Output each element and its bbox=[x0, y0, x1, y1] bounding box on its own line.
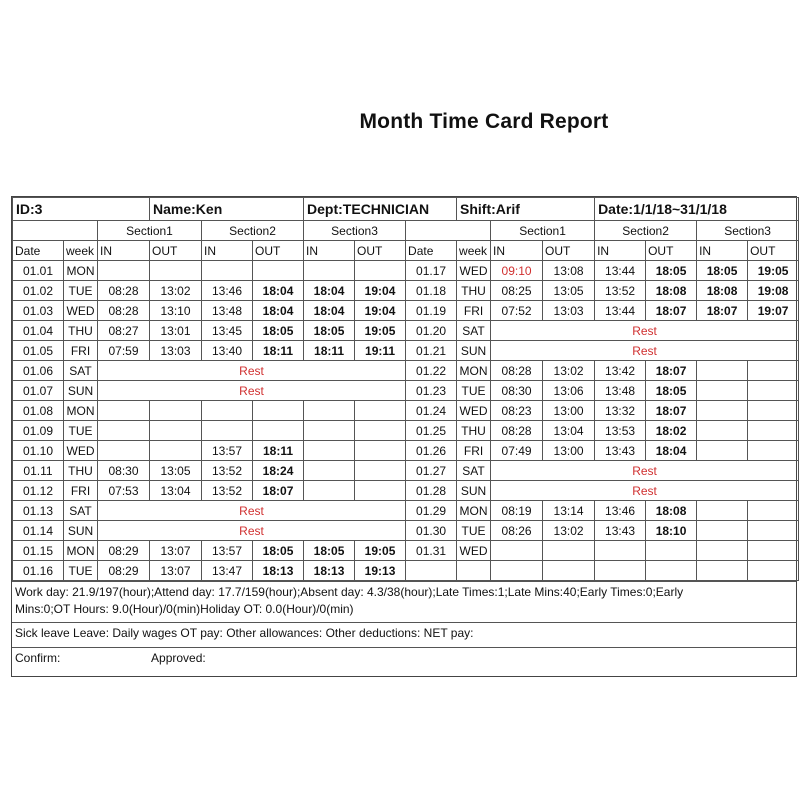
report-title: Month Time Card Report bbox=[359, 110, 609, 133]
day-week: SUN bbox=[457, 341, 491, 361]
time-out-cell bbox=[150, 401, 202, 421]
time-out-cell: 18:05 bbox=[646, 261, 697, 281]
time-in-cell bbox=[98, 261, 150, 281]
time-in-cell bbox=[304, 441, 355, 461]
time-out-cell bbox=[748, 541, 799, 561]
time-out-cell: 18:13 bbox=[253, 561, 304, 581]
day-week: SAT bbox=[64, 501, 98, 521]
time-in-cell: 13:40 bbox=[202, 341, 253, 361]
time-card-sheet bbox=[11, 196, 797, 677]
day-week: WED bbox=[457, 401, 491, 421]
time-in-cell bbox=[595, 541, 646, 561]
time-out-cell: 18:05 bbox=[253, 541, 304, 561]
time-out-cell: 13:04 bbox=[543, 421, 595, 441]
time-in-cell: 18:11 bbox=[304, 341, 355, 361]
rest-cell: Rest bbox=[491, 481, 799, 501]
time-in-cell: 13:48 bbox=[595, 381, 646, 401]
time-out-cell: 19:07 bbox=[748, 301, 799, 321]
day-row bbox=[13, 541, 799, 561]
employee-id: ID:3 bbox=[13, 198, 150, 221]
time-in-cell bbox=[491, 541, 543, 561]
time-out-cell: 19:08 bbox=[748, 281, 799, 301]
day-week: SAT bbox=[64, 361, 98, 381]
time-in-cell: 13:46 bbox=[202, 281, 253, 301]
time-in-cell: 13:45 bbox=[202, 321, 253, 341]
time-out-cell: 19:05 bbox=[355, 321, 406, 341]
day-date: 01.17 bbox=[406, 261, 457, 281]
employee-dept: Dept:TECHNICIAN bbox=[304, 198, 457, 221]
time-out-cell: 13:02 bbox=[543, 521, 595, 541]
summary-line-1: Work day: 21.9/197(hour);Attend day: 17.7/159(hour);Absent day: 4.3/38(hour);Late Times:1;Late Mins:40;Early Times:0;Early bbox=[15, 585, 684, 599]
day-week: FRI bbox=[64, 481, 98, 501]
time-out-cell: 19:04 bbox=[355, 281, 406, 301]
day-date: 01.03 bbox=[13, 301, 64, 321]
time-out-cell bbox=[150, 421, 202, 441]
section1-label: Section1 bbox=[98, 221, 202, 241]
time-out-cell: 18:07 bbox=[646, 401, 697, 421]
col-out: OUT bbox=[355, 241, 406, 261]
time-out-cell bbox=[748, 441, 799, 461]
day-date: 01.19 bbox=[406, 301, 457, 321]
time-in-cell: 13:57 bbox=[202, 441, 253, 461]
day-week: THU bbox=[457, 281, 491, 301]
time-out-cell: 19:13 bbox=[355, 561, 406, 581]
day-row bbox=[13, 441, 799, 461]
time-in-cell: 18:04 bbox=[304, 301, 355, 321]
time-out-cell bbox=[253, 261, 304, 281]
time-out-cell: 19:05 bbox=[748, 261, 799, 281]
time-out-cell: 18:07 bbox=[646, 361, 697, 381]
time-in-cell bbox=[491, 561, 543, 581]
day-week: MON bbox=[457, 501, 491, 521]
time-in-cell: 07:59 bbox=[98, 341, 150, 361]
day-date: 01.18 bbox=[406, 281, 457, 301]
time-in-cell bbox=[202, 401, 253, 421]
employee-name: Name:Ken bbox=[150, 198, 304, 221]
time-in-cell: 13:44 bbox=[595, 301, 646, 321]
time-in-cell: 08:28 bbox=[491, 421, 543, 441]
rest-cell: Rest bbox=[491, 321, 799, 341]
time-in-cell: 13:53 bbox=[595, 421, 646, 441]
col-in: IN bbox=[697, 241, 748, 261]
time-out-cell: 13:07 bbox=[150, 541, 202, 561]
time-in-cell bbox=[202, 261, 253, 281]
time-in-cell bbox=[697, 401, 748, 421]
time-in-cell: 13:52 bbox=[202, 481, 253, 501]
day-week: TUE bbox=[457, 521, 491, 541]
time-in-cell: 08:26 bbox=[491, 521, 543, 541]
section-header-row bbox=[13, 221, 799, 241]
time-out-cell bbox=[543, 561, 595, 581]
day-week: WED bbox=[457, 541, 491, 561]
day-week: SUN bbox=[457, 481, 491, 501]
time-out-cell: 13:02 bbox=[543, 361, 595, 381]
day-date: 01.06 bbox=[13, 361, 64, 381]
time-in-cell: 18:05 bbox=[304, 541, 355, 561]
time-in-cell: 08:29 bbox=[98, 561, 150, 581]
day-date: 01.23 bbox=[406, 381, 457, 401]
time-out-cell: 18:24 bbox=[253, 461, 304, 481]
day-week: MON bbox=[64, 261, 98, 281]
day-date: 01.25 bbox=[406, 421, 457, 441]
time-in-cell bbox=[202, 421, 253, 441]
day-date: 01.29 bbox=[406, 501, 457, 521]
rest-cell: Rest bbox=[491, 341, 799, 361]
time-out-cell: 18:08 bbox=[646, 501, 697, 521]
rest-cell: Rest bbox=[98, 501, 406, 521]
col-date: Date bbox=[13, 241, 64, 261]
time-in-cell bbox=[697, 441, 748, 461]
time-out-cell: 18:08 bbox=[646, 281, 697, 301]
header-row bbox=[13, 198, 799, 221]
time-in-cell: 13:57 bbox=[202, 541, 253, 561]
time-in-cell bbox=[98, 421, 150, 441]
time-card-table bbox=[12, 197, 799, 581]
time-in-cell bbox=[697, 361, 748, 381]
time-out-cell bbox=[355, 461, 406, 481]
time-out-cell: 13:06 bbox=[543, 381, 595, 401]
time-in-cell: 08:27 bbox=[98, 321, 150, 341]
day-week bbox=[457, 561, 491, 581]
day-date: 01.08 bbox=[13, 401, 64, 421]
time-out-cell: 13:00 bbox=[543, 441, 595, 461]
time-out-cell bbox=[748, 501, 799, 521]
time-out-cell: 18:11 bbox=[253, 441, 304, 461]
day-date: 01.09 bbox=[13, 421, 64, 441]
time-in-cell: 08:23 bbox=[491, 401, 543, 421]
time-in-cell: 13:52 bbox=[202, 461, 253, 481]
time-out-cell: 13:05 bbox=[150, 461, 202, 481]
time-out-cell bbox=[355, 261, 406, 281]
time-in-cell bbox=[697, 501, 748, 521]
time-in-cell bbox=[304, 261, 355, 281]
time-in-cell: 13:47 bbox=[202, 561, 253, 581]
day-week: MON bbox=[64, 401, 98, 421]
rest-cell: Rest bbox=[98, 521, 406, 541]
time-out-cell: 18:04 bbox=[646, 441, 697, 461]
time-in-cell: 13:43 bbox=[595, 521, 646, 541]
time-out-cell: 18:05 bbox=[253, 321, 304, 341]
time-out-cell bbox=[355, 481, 406, 501]
time-in-cell: 18:13 bbox=[304, 561, 355, 581]
day-date: 01.13 bbox=[13, 501, 64, 521]
time-out-cell: 13:10 bbox=[150, 301, 202, 321]
section3-label: Section3 bbox=[697, 221, 799, 241]
time-out-cell bbox=[748, 381, 799, 401]
column-header-row bbox=[13, 241, 799, 261]
time-in-cell: 13:32 bbox=[595, 401, 646, 421]
time-out-cell bbox=[748, 521, 799, 541]
report-date-range: Date:1/1/18~31/1/18 bbox=[595, 198, 799, 221]
time-out-cell bbox=[748, 361, 799, 381]
time-out-cell bbox=[253, 401, 304, 421]
time-in-cell: 13:44 bbox=[595, 261, 646, 281]
rest-cell: Rest bbox=[98, 381, 406, 401]
time-out-cell bbox=[748, 561, 799, 581]
approved-label: Approved: bbox=[151, 651, 206, 665]
col-out: OUT bbox=[150, 241, 202, 261]
time-out-cell: 13:14 bbox=[543, 501, 595, 521]
day-date bbox=[406, 561, 457, 581]
time-out-cell: 13:02 bbox=[150, 281, 202, 301]
day-date: 01.20 bbox=[406, 321, 457, 341]
time-in-cell: 07:52 bbox=[491, 301, 543, 321]
day-row bbox=[13, 281, 799, 301]
time-in-cell bbox=[98, 401, 150, 421]
time-out-cell bbox=[355, 401, 406, 421]
day-week: WED bbox=[457, 261, 491, 281]
day-week: MON bbox=[64, 541, 98, 561]
section2-label: Section2 bbox=[202, 221, 304, 241]
day-row bbox=[13, 481, 799, 501]
time-in-cell bbox=[697, 381, 748, 401]
day-date: 01.11 bbox=[13, 461, 64, 481]
time-in-cell: 08:28 bbox=[98, 301, 150, 321]
day-row bbox=[13, 461, 799, 481]
day-week: TUE bbox=[64, 421, 98, 441]
summary-line-2: Mins:0;OT Hours: 9.0(Hour)/0(min)Holiday OT: 0.0(Hour)/0(min) bbox=[15, 602, 354, 616]
time-in-cell: 13:46 bbox=[595, 501, 646, 521]
day-row bbox=[13, 261, 799, 281]
time-in-cell: 08:30 bbox=[98, 461, 150, 481]
employee-shift: Shift:Arif bbox=[457, 198, 595, 221]
day-week: WED bbox=[64, 441, 98, 461]
time-out-cell: 18:10 bbox=[646, 521, 697, 541]
day-week: SUN bbox=[64, 521, 98, 541]
time-out-cell: 13:08 bbox=[543, 261, 595, 281]
time-in-cell: 13:52 bbox=[595, 281, 646, 301]
section3-label: Section3 bbox=[304, 221, 406, 241]
day-row bbox=[13, 341, 799, 361]
time-in-cell: 07:49 bbox=[491, 441, 543, 461]
col-date: Date bbox=[406, 241, 457, 261]
day-date: 01.07 bbox=[13, 381, 64, 401]
day-week: FRI bbox=[457, 441, 491, 461]
time-in-cell: 18:07 bbox=[697, 301, 748, 321]
day-week: FRI bbox=[457, 301, 491, 321]
time-out-cell: 13:00 bbox=[543, 401, 595, 421]
time-out-cell: 13:07 bbox=[150, 561, 202, 581]
day-row bbox=[13, 401, 799, 421]
day-date: 01.04 bbox=[13, 321, 64, 341]
col-in: IN bbox=[98, 241, 150, 261]
time-out-cell: 18:04 bbox=[253, 301, 304, 321]
time-out-cell bbox=[646, 541, 697, 561]
time-out-cell: 13:03 bbox=[150, 341, 202, 361]
time-in-cell: 18:05 bbox=[697, 261, 748, 281]
day-week: SAT bbox=[457, 321, 491, 341]
rest-cell: Rest bbox=[491, 461, 799, 481]
day-week: TUE bbox=[64, 281, 98, 301]
time-out-cell bbox=[355, 421, 406, 441]
day-row bbox=[13, 501, 799, 521]
time-in-cell bbox=[304, 461, 355, 481]
day-week: TUE bbox=[457, 381, 491, 401]
day-week: FRI bbox=[64, 341, 98, 361]
time-in-cell bbox=[304, 481, 355, 501]
time-in-cell: 08:29 bbox=[98, 541, 150, 561]
day-row bbox=[13, 561, 799, 581]
time-out-cell: 13:01 bbox=[150, 321, 202, 341]
day-week: THU bbox=[64, 461, 98, 481]
time-in-cell: 07:53 bbox=[98, 481, 150, 501]
time-in-cell: 13:42 bbox=[595, 361, 646, 381]
time-out-cell: 13:04 bbox=[150, 481, 202, 501]
time-in-cell: 18:05 bbox=[304, 321, 355, 341]
time-out-cell: 18:11 bbox=[253, 341, 304, 361]
col-in: IN bbox=[491, 241, 543, 261]
time-out-cell bbox=[150, 261, 202, 281]
day-row bbox=[13, 421, 799, 441]
time-in-cell bbox=[304, 421, 355, 441]
time-in-cell: 13:48 bbox=[202, 301, 253, 321]
time-out-cell: 19:05 bbox=[355, 541, 406, 561]
day-week: TUE bbox=[64, 561, 98, 581]
day-date: 01.21 bbox=[406, 341, 457, 361]
day-date: 01.14 bbox=[13, 521, 64, 541]
time-in-cell: 09:10 bbox=[491, 261, 543, 281]
time-out-cell: 18:04 bbox=[253, 281, 304, 301]
time-in-cell bbox=[697, 521, 748, 541]
rest-cell: Rest bbox=[98, 361, 406, 381]
day-date: 01.27 bbox=[406, 461, 457, 481]
day-week: SAT bbox=[457, 461, 491, 481]
time-in-cell bbox=[697, 421, 748, 441]
time-out-cell bbox=[150, 441, 202, 461]
time-in-cell bbox=[98, 441, 150, 461]
day-week: MON bbox=[457, 361, 491, 381]
time-in-cell: 08:28 bbox=[98, 281, 150, 301]
day-date: 01.24 bbox=[406, 401, 457, 421]
signature-line bbox=[12, 647, 796, 676]
col-in: IN bbox=[304, 241, 355, 261]
col-out: OUT bbox=[253, 241, 304, 261]
day-row bbox=[13, 301, 799, 321]
time-in-cell bbox=[304, 401, 355, 421]
section1-label: Section1 bbox=[491, 221, 595, 241]
day-date: 01.28 bbox=[406, 481, 457, 501]
time-out-cell: 18:07 bbox=[646, 301, 697, 321]
col-in: IN bbox=[595, 241, 646, 261]
time-in-cell: 08:28 bbox=[491, 361, 543, 381]
col-out: OUT bbox=[646, 241, 697, 261]
time-out-cell: 13:05 bbox=[543, 281, 595, 301]
time-in-cell bbox=[595, 561, 646, 581]
day-week: THU bbox=[457, 421, 491, 441]
time-out-cell: 18:02 bbox=[646, 421, 697, 441]
time-out-cell bbox=[543, 541, 595, 561]
day-row bbox=[13, 361, 799, 381]
day-date: 01.22 bbox=[406, 361, 457, 381]
time-in-cell bbox=[697, 561, 748, 581]
time-out-cell bbox=[748, 421, 799, 441]
time-in-cell: 18:04 bbox=[304, 281, 355, 301]
day-week: THU bbox=[64, 321, 98, 341]
time-in-cell: 08:19 bbox=[491, 501, 543, 521]
time-in-cell: 08:25 bbox=[491, 281, 543, 301]
time-out-cell: 13:03 bbox=[543, 301, 595, 321]
time-out-cell: 19:11 bbox=[355, 341, 406, 361]
time-out-cell: 18:07 bbox=[253, 481, 304, 501]
section2-label: Section2 bbox=[595, 221, 697, 241]
time-out-cell bbox=[748, 401, 799, 421]
time-in-cell: 13:43 bbox=[595, 441, 646, 461]
day-date: 01.26 bbox=[406, 441, 457, 461]
confirm-label: Confirm: bbox=[15, 651, 61, 665]
day-week: SUN bbox=[64, 381, 98, 401]
day-date: 01.15 bbox=[13, 541, 64, 561]
col-out: OUT bbox=[748, 241, 799, 261]
col-out: OUT bbox=[543, 241, 595, 261]
time-in-cell bbox=[697, 541, 748, 561]
time-out-cell: 18:05 bbox=[646, 381, 697, 401]
time-in-cell: 18:08 bbox=[697, 281, 748, 301]
attendance-summary bbox=[12, 581, 796, 622]
col-in: IN bbox=[202, 241, 253, 261]
time-out-cell bbox=[646, 561, 697, 581]
day-date: 01.12 bbox=[13, 481, 64, 501]
col-week: week bbox=[64, 241, 98, 261]
col-week: week bbox=[457, 241, 491, 261]
day-date: 01.30 bbox=[406, 521, 457, 541]
day-date: 01.02 bbox=[13, 281, 64, 301]
day-week: WED bbox=[64, 301, 98, 321]
day-date: 01.31 bbox=[406, 541, 457, 561]
pay-line: Sick leave Leave: Daily wages OT pay: Other allowances: Other deductions: NET pay: bbox=[12, 622, 796, 647]
time-in-cell: 08:30 bbox=[491, 381, 543, 401]
day-row bbox=[13, 521, 799, 541]
time-out-cell: 19:04 bbox=[355, 301, 406, 321]
time-out-cell bbox=[253, 421, 304, 441]
day-date: 01.10 bbox=[13, 441, 64, 461]
day-row bbox=[13, 381, 799, 401]
time-out-cell bbox=[355, 441, 406, 461]
day-row bbox=[13, 321, 799, 341]
day-date: 01.05 bbox=[13, 341, 64, 361]
day-date: 01.16 bbox=[13, 561, 64, 581]
day-date: 01.01 bbox=[13, 261, 64, 281]
